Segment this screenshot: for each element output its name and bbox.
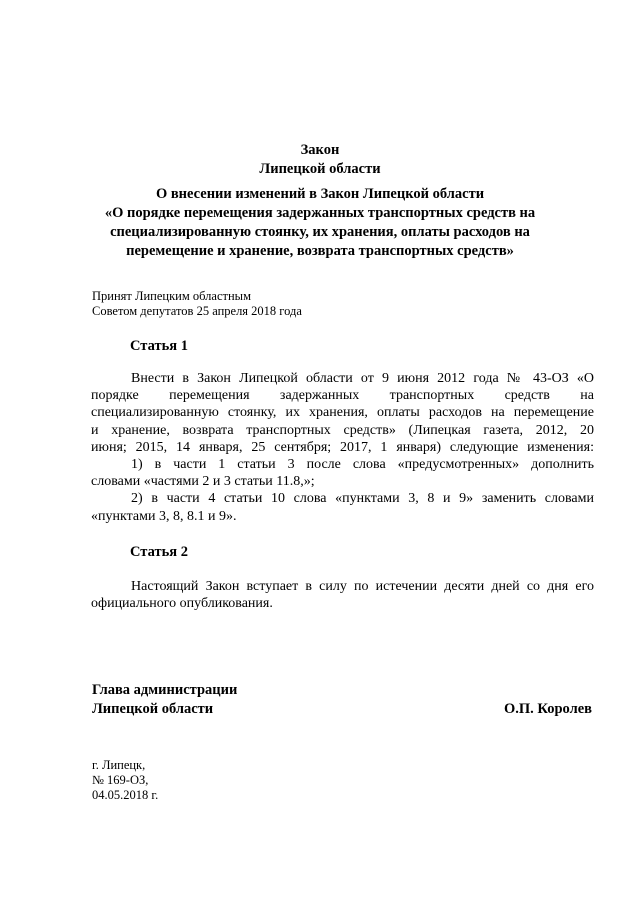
footer-number: № 169-ОЗ,: [92, 773, 149, 787]
law-subject: [80, 185, 560, 261]
adoption-line: Советом депутатов 25 апреля 2018 года: [92, 304, 302, 318]
article-1-item-1-line: словами «частями 2 и 3 статьи 11.8,»;: [91, 474, 315, 490]
article-1-line: специализированную стоянку, их хранения, оплаты расходов на перемещение: [91, 405, 594, 421]
article-2-body: [91, 578, 594, 612]
article-2-line: официального опубликования.: [91, 596, 273, 612]
article-1-line: и хранение, возврата транспортных средств» (Липецкая газета, 2012, 20: [91, 422, 594, 438]
law-label: Закон: [300, 142, 340, 158]
article-1-item-1-line: 1) в части 1 статьи 3 после слова «предусмотренных» дополнить: [131, 457, 594, 473]
article-2-heading: Статья 2: [130, 544, 188, 560]
article-1-body: [91, 370, 594, 525]
article-1-line: порядке перемещения задержанных транспортных средств на: [91, 388, 594, 404]
article-1-item-2-line: «пунктами 3, 8, 8.1 и 9».: [91, 508, 237, 524]
footer-city: г. Липецк,: [92, 758, 146, 772]
article-1-line: Внести в Закон Липецкой области от 9 июня 2012 года № 43-ОЗ «О: [131, 371, 594, 386]
adoption-line: Принят Липецким областным: [92, 289, 251, 303]
article-2-line: Настоящий Закон вступает в силу по истечении десяти дней со дня его: [131, 579, 594, 594]
law-title: [90, 141, 550, 179]
footer-date: 04.05.2018 г.: [92, 788, 159, 802]
signatory-region: Липецкой области: [92, 701, 214, 717]
article-1-line: июня; 2015, 14 января, 25 сентября; 2017, 1 января) следующие изменения:: [91, 439, 594, 455]
subject-line: специализированную стоянку, их хранения, оплаты расходов на: [110, 224, 530, 240]
signatory-name: О.П. Королев: [504, 701, 592, 717]
subject-line: «О порядке перемещения задержанных транспортных средств на: [104, 205, 536, 221]
article-1-item-2-line: 2) в части 4 статьи 10 слова «пунктами 3, 8 и 9» заменить словами: [131, 491, 594, 507]
signatory-position: Глава администрации: [92, 682, 238, 698]
subject-line: О внесении изменений в Закон Липецкой области: [155, 186, 485, 202]
document-footer: [92, 758, 158, 803]
law-region: Липецкой области: [259, 161, 381, 177]
subject-line: перемещение и хранение, возврата транспортных средств»: [126, 243, 514, 259]
signature-block: [92, 681, 592, 719]
article-1-heading: Статья 1: [130, 338, 188, 354]
adoption-note: [92, 289, 302, 319]
